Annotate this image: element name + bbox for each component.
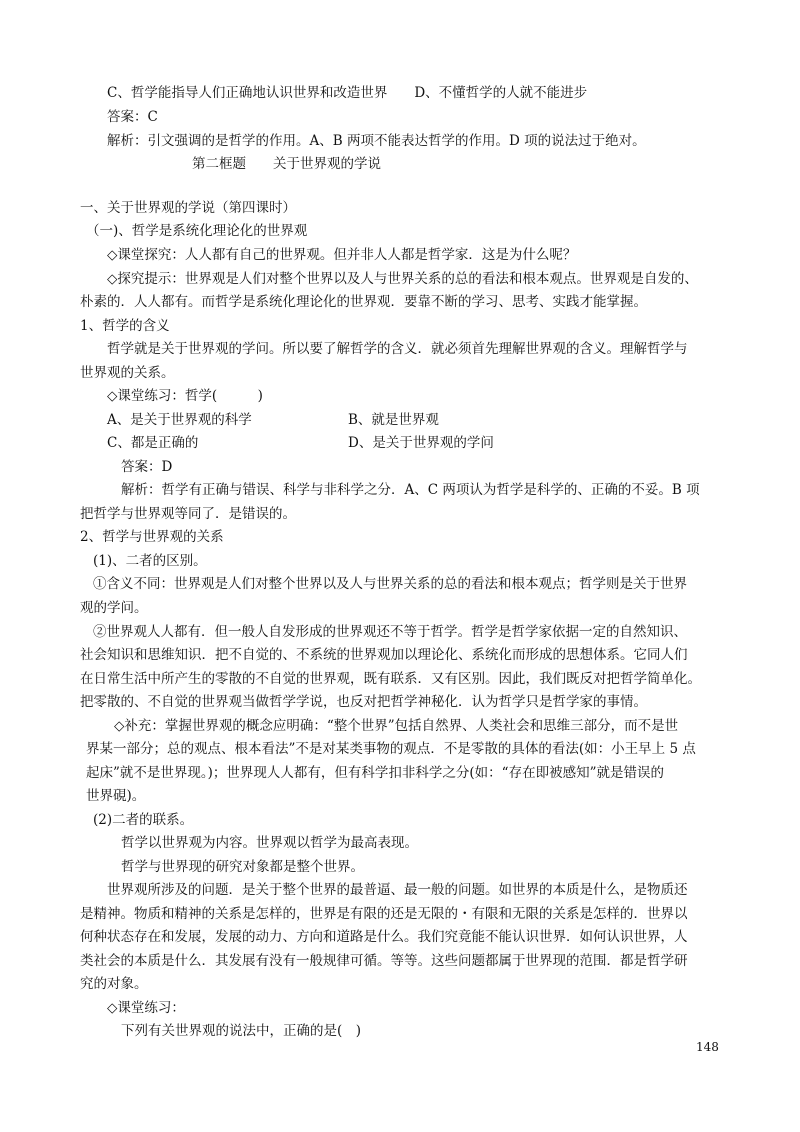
option-c: C、都是正确的: [107, 435, 199, 451]
option-a: A、是关于世界观的科学: [107, 412, 252, 428]
lesson-heading: 一、关于世界观的学说（第四课时）: [80, 200, 296, 216]
paragraph-line: 起床”就不是世界现。)；世界现人人都有，但有科学扣非科学之分(如：“存在即被感知”就是错误的: [86, 765, 664, 781]
option-b: B、就是世界观: [348, 412, 439, 428]
list-heading: (1)、二者的区别。: [93, 553, 207, 569]
paragraph-line: 何种状态存在和发展，发展的动力、方向和道路是什么。我们究竟能不能认识世界．如何认识世界，人: [80, 929, 688, 945]
paragraph-line: 哲学与世界现的研究对象都是整个世界。: [121, 859, 364, 875]
paragraph-line: 类社会的本质是什么．其发展有没有一般规律可循。等等。这些问题都属于世界现的范围．都是哲学研: [80, 953, 688, 969]
paragraph-line: 朴素的．人人都有。而哲学是系统化理论化的世界观．要靠不断的学习、思考、实践才能掌握。: [80, 294, 647, 310]
list-heading: (2)二者的联系。: [93, 812, 194, 828]
paragraph-line: 哲学就是关于世界观的学问。所以要了解哲学的含义．就必须首先理解世界观的含义。理解哲学与: [107, 341, 688, 357]
answer-line: 答案：D: [121, 459, 173, 475]
subheading: 1、哲学的含义: [80, 318, 170, 334]
answer-line: 答案：C: [107, 109, 158, 125]
option-d: D、是关于世界观的学问: [348, 435, 494, 451]
question-line: 下列有关世界观的说法中，正确的是( ): [121, 1023, 362, 1039]
section-heading: 第二框题 关于世界观的学说: [192, 156, 381, 172]
paragraph-line: ◇课堂探究：人人都有自己的世界观。但并非人人都是哲学家．这是为什么呢？: [107, 247, 577, 263]
paragraph-line: 世界观的关系。: [80, 365, 175, 381]
analysis-line: 解析：哲学有正确与错误、科学与非科学之分．A、C 两项认为哲学是科学的、正确的不妥。B 项: [121, 482, 700, 498]
paragraph-line: 在日常生活中所产生的零散的不自觉的世界观，既有联系．又有区别。因此，我们既反对把哲学简单化。: [80, 671, 701, 687]
paragraph-line: 把哲学与世界观等同了．是错误的。: [80, 506, 296, 522]
subheading: 2、哲学与世界观的关系: [80, 529, 224, 545]
paragraph-line: ②世界观人人都有．但一般人自发形成的世界观还不等于哲学。哲学是哲学家依据一定的自然知识、: [93, 624, 687, 640]
paragraph-line: 究的对象。: [80, 976, 148, 992]
paragraph-line: 界某一部分；总的观点、根本看法”不是对某类事物的观点．不是零散的具体的看法(如：小王早上 5 点: [86, 741, 696, 757]
analysis-line: 解析：引文强调的是哲学的作用。A、B 两项不能表达哲学的作用。D 项的说法过于绝对。: [107, 133, 646, 149]
paragraph-line: ◇探究提示：世界观是人们对整个世界以及人与世界关系的总的看法和根本观点。世界观是自发的、: [107, 271, 698, 287]
paragraph-line: 世界观所涉及的问题．是关于整个世界的最普逼、最一般的问题。如世界的本质是什么，是物质还: [107, 882, 688, 898]
subsection-heading: （一)、哲学是系统化理论化的世界观: [86, 223, 308, 239]
exercise-line: ◇课堂练习：哲学( ): [107, 388, 263, 404]
option-c-d-line: C、哲学能指导人们正确地认识世界和改造世界 D、不懂哲学的人就不能进步: [107, 85, 588, 101]
paragraph-line: 观的学问。: [80, 600, 148, 616]
exercise-line: ◇课堂练习：: [107, 1000, 185, 1016]
paragraph-line: 把零散的、不自觉的世界观当做哲学学说，也反对把哲学神秘化．认为哲学只是哲学家的事情。: [80, 694, 647, 710]
paragraph-line: 社会知识和思维知识．把不自觉的、不系统的世界观加以理论化、系统化而形成的思想体系。它同人们: [80, 647, 688, 663]
supplement-line: ◇补充：掌握世界观的概念应明确：“整个世界”包括自然界、人类社会和思维三部分，而不是世: [114, 718, 679, 734]
paragraph-line: 哲学以世界观为内容。世界观以哲学为最高表现。: [121, 835, 418, 851]
paragraph-line: ①含义不同：世界观是人们对整个世界以及人与世界关系的总的看法和根本观点；哲学则是关于世界: [93, 576, 687, 592]
page-number: 148: [696, 1040, 719, 1054]
paragraph-line: 世界硯)。: [86, 788, 146, 804]
paragraph-line: 是精神。物质和精神的关系是怎样的，世界是有限的还是无限的・有限和无限的关系是怎样的．世界以: [80, 906, 688, 922]
